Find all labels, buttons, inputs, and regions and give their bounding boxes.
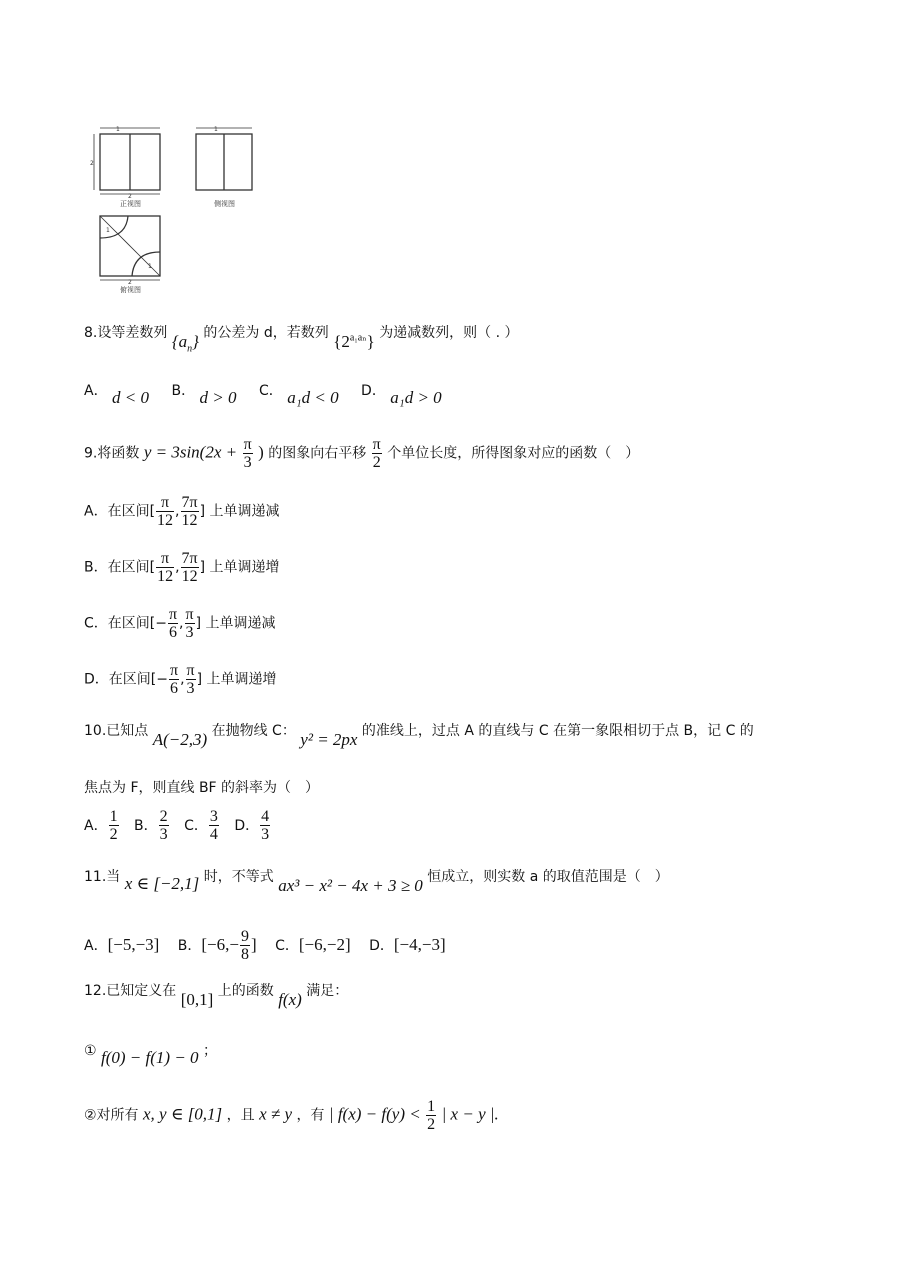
q12-cond2-mid2: ，有 — [296, 1107, 325, 1124]
q9-func-frac: $\frac{\pi}{3}$ — [243, 436, 252, 471]
side-view-label: 侧视图 — [214, 200, 235, 208]
q9-mid: 的图象向右平移 — [268, 445, 367, 462]
q10-options — [84, 808, 271, 843]
q8-option-b[interactable]: B． d > 0 — [171, 383, 237, 407]
q9-shift-frac: $\frac{\pi}{2}$ — [372, 436, 381, 471]
q12-cond2-neq: x ≠ y — [259, 1104, 292, 1124]
q12-cond2-vars: x, y ∈ [0,1] — [143, 1104, 223, 1124]
q8-stem — [84, 322, 519, 355]
q9-prefix: 9.将函数 — [84, 445, 140, 462]
q9-option-c[interactable]: C．在区间[− $\frac{\pi}{6}$ , $\frac{\pi}{3}$ ] 上单调递减 — [84, 606, 276, 641]
top-dim-bottom: 2 — [128, 279, 132, 286]
q11-prefix: 11.当 — [84, 869, 121, 885]
front-dim-top: 1 — [116, 126, 120, 133]
q11-option-a[interactable]: A．[−5,−3] — [84, 934, 160, 954]
q12-cond2-frac: $\frac{1}{2}$ — [427, 1098, 436, 1133]
q8-options — [84, 380, 442, 407]
q9-func-tail: ) — [258, 442, 264, 462]
q9-option-a[interactable]: A．在区间[ $\frac{\pi}{12}$ , $\frac{7\pi}{12}$ ] 上单调递减 — [84, 494, 280, 529]
front-dim-side: 2 — [90, 160, 94, 167]
q10-parabola: y² = 2px — [300, 730, 358, 749]
q12-condition-1 — [84, 1040, 218, 1067]
q10-mid2: 的准线上，过点 A 的直线与 C 在第一象限相切于点 B，记 C 的 — [361, 723, 754, 739]
top-view-label: 俯视图 — [120, 286, 141, 294]
q11-option-c[interactable]: C．[−6,−2] — [275, 934, 351, 954]
q11-inequality: ax³ − x² − 4x + 3 ≥ 0 — [278, 876, 423, 895]
q8-seq-a: $\{a_n\}$ — [171, 332, 199, 355]
q10-option-b[interactable]: B． $\frac{2}{3}$ — [134, 808, 168, 843]
q8-option-d[interactable]: D． a₁d > 0 — [361, 383, 442, 407]
q8-seq-b: $\{2^{a_1a_n}\}$ — [333, 332, 375, 351]
q11-options — [84, 928, 446, 963]
q11-option-d[interactable]: D．[−4,−3] — [369, 934, 446, 954]
q9-suffix: 个单位长度，所得图象对应的函数（ ） — [387, 445, 640, 462]
front-view-label: 正视图 — [120, 200, 141, 208]
q12-cond2-mark: ②对所有 — [84, 1107, 139, 1124]
q10-point: A(−2,3) — [152, 730, 208, 749]
q8-option-c[interactable]: C． a₁d < 0 — [258, 383, 339, 407]
q9-option-d[interactable]: D．在区间[− $\frac{\pi}{6}$ , $\frac{\pi}{3}$ ] 上单调递增 — [84, 662, 277, 697]
q12-suffix: 满足： — [306, 983, 349, 999]
q8-prefix: 8.设等差数列 — [84, 325, 168, 341]
three-view-drawing — [88, 120, 268, 300]
top-dim-left: 1 — [106, 227, 110, 234]
front-dim-bottom: 2 — [128, 193, 132, 200]
q12-prefix: 12.已知定义在 — [84, 983, 177, 999]
q9-func-head: y = 3sin(2x + — [143, 442, 238, 462]
three-view-figure — [88, 120, 268, 300]
q8-suffix: 为递减数列，则（ . ） — [379, 325, 519, 341]
q12-cond1-mark: ① — [84, 1043, 97, 1059]
q12-cond1-expr: f(0) − f(1) − 0 — [101, 1048, 199, 1067]
q12-cond2-rhs: | x − y |. — [441, 1104, 499, 1124]
q12-mid: 上的函数 — [217, 983, 274, 999]
q9-stem — [84, 436, 639, 471]
q9-option-b[interactable]: B．在区间[ $\frac{\pi}{12}$ , $\frac{7\pi}{12}$ ] 上单调递增 — [84, 550, 280, 585]
q12-cond1-end: ； — [203, 1043, 218, 1059]
q11-stem — [84, 866, 669, 895]
q10-stem-line2: 焦点为 F，则直线 BF 的斜率为（ ） — [84, 780, 320, 796]
q10-stem-line1 — [84, 720, 754, 749]
q10-prefix: 10.已知点 — [84, 723, 149, 739]
q11-option-b[interactable]: B．[−6,− $\frac{9}{8}$ ] — [177, 928, 257, 963]
q11-suffix: 恒成立，则实数 a 的取值范围是（ ） — [427, 869, 669, 885]
top-dim-right: 1 — [148, 263, 152, 270]
q12-stem — [84, 980, 349, 1009]
q10-option-d[interactable]: D． $\frac{4}{3}$ — [234, 808, 270, 843]
side-dim-top: 1 — [214, 126, 218, 133]
q10-option-a[interactable]: A． $\frac{1}{2}$ — [84, 808, 118, 843]
q12-cond2-mid: ，且 — [226, 1107, 255, 1124]
q8-option-a[interactable]: A． d < 0 — [84, 383, 150, 407]
q12-interval: [0,1] — [180, 990, 214, 1009]
q10-option-c[interactable]: C． $\frac{3}{4}$ — [184, 808, 218, 843]
q10-mid1: 在抛物线 C： — [211, 723, 296, 739]
q12-cond2-lhs: | f(x) − f(y) < — [328, 1104, 421, 1124]
q12-condition-2 — [84, 1098, 499, 1133]
q12-func: f(x) — [278, 990, 302, 1009]
q8-mid: 的公差为 d，若数列 — [203, 325, 329, 341]
q11-mid: 时，不等式 — [203, 869, 274, 885]
q11-domain: x ∈ [−2,1] — [124, 874, 200, 893]
